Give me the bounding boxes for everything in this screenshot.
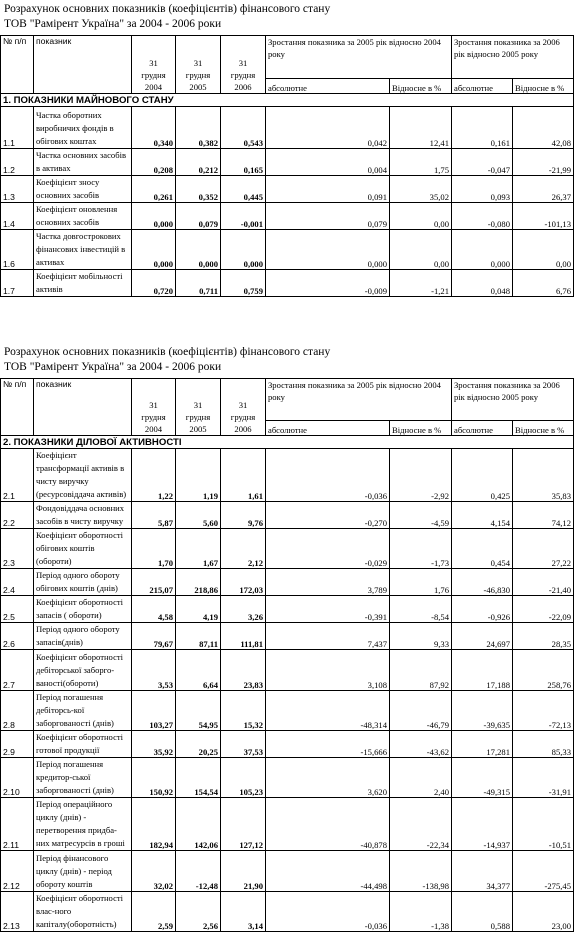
- table-row: [1, 798, 574, 851]
- table-row: [1, 650, 574, 691]
- col-header-absolute-1: абсолютне: [266, 421, 390, 436]
- abs-change-2006: 17,281: [452, 731, 513, 758]
- date-day: 31: [193, 58, 203, 68]
- abs-change-2005: -0,029: [266, 529, 390, 569]
- date-day: 31: [149, 400, 158, 410]
- date-day: 31: [149, 58, 158, 68]
- col-header-absolute-1: абсолютне: [266, 79, 390, 94]
- rel-change-2006: 85,33: [513, 731, 574, 758]
- row-number: 1.3: [1, 176, 34, 203]
- col-header-absolute-2: абсолютне: [452, 79, 513, 94]
- value-2006: 3,14: [221, 892, 266, 932]
- rel-change-2006: 74,12: [513, 502, 574, 529]
- row-number: 1.2: [1, 149, 34, 176]
- col-header-relative-2: Відносне в %: [513, 79, 574, 94]
- row-number: 2.9: [1, 731, 34, 758]
- indicator-name: Коефіцієнт оборотності запасів ( обороти): [34, 596, 132, 623]
- value-2005: 1,67: [176, 529, 221, 569]
- rel-change-2005: -43,62: [390, 731, 452, 758]
- date-year: 2004: [144, 82, 163, 92]
- value-2004: 3,53: [132, 650, 176, 691]
- rel-change-2006: 23,00: [513, 892, 574, 932]
- rel-change-2006: -72,13: [513, 691, 574, 731]
- value-2006: 21,90: [221, 851, 266, 892]
- rel-change-2005: -2,92: [390, 449, 452, 502]
- value-2004: 1,22: [132, 449, 176, 502]
- report-subtitle: ТОВ "Рамірент Україна" за 2004 - 2006 роки: [4, 361, 222, 373]
- abs-change-2006: 0,048: [452, 270, 513, 297]
- value-2005: 5,60: [176, 502, 221, 529]
- date-month: грудня: [185, 70, 211, 80]
- table-row: [1, 149, 574, 176]
- abs-change-2006: 0,454: [452, 529, 513, 569]
- rel-change-2005: -138,98: [390, 851, 452, 892]
- rel-change-2005: -46,79: [390, 691, 452, 731]
- rel-change-2006: 0,00: [513, 230, 574, 270]
- indicator-name: Коефіцієнт оборотності готової продукції: [34, 731, 132, 758]
- col-header-date-1: [132, 36, 176, 94]
- col-header-relative-2: Відносне в %: [513, 421, 574, 436]
- table-row: [1, 107, 574, 149]
- table-row: [1, 176, 574, 203]
- value-2006: -0,001: [221, 203, 266, 230]
- date-year: 2004: [144, 424, 163, 434]
- rel-change-2006: 26,37: [513, 176, 574, 203]
- value-2006: 0,759: [221, 270, 266, 297]
- rel-change-2005: 0,00: [390, 230, 452, 270]
- row-number: 1.6: [1, 230, 34, 270]
- abs-change-2006: 24,697: [452, 623, 513, 650]
- value-2004: 0,340: [132, 107, 176, 149]
- section-row: [1, 94, 574, 107]
- section-row: [1, 436, 574, 449]
- rel-change-2006: -275,45: [513, 851, 574, 892]
- row-number: 2.2: [1, 502, 34, 529]
- abs-change-2005: 0,091: [266, 176, 390, 203]
- col-header-date-2: [176, 36, 221, 94]
- row-number: 2.12: [1, 851, 34, 892]
- table-row: [1, 892, 574, 932]
- rel-change-2006: 6,76: [513, 270, 574, 297]
- abs-change-2005: 3,789: [266, 569, 390, 596]
- rel-change-2006: 28,35: [513, 623, 574, 650]
- table-row: [1, 851, 574, 892]
- col-header-date-3: [221, 36, 266, 94]
- indicator-name: Коефіцієнт мобільності активів: [34, 270, 132, 297]
- value-2004: 0,000: [132, 203, 176, 230]
- value-2005: 1,19: [176, 449, 221, 502]
- value-2006: 2,12: [221, 529, 266, 569]
- row-number: 2.5: [1, 596, 34, 623]
- rel-change-2005: -4,59: [390, 502, 452, 529]
- date-day: 31: [193, 400, 203, 410]
- report-title: Розрахунок основних показників (коефіцієнтів) фінансового стану: [4, 3, 331, 15]
- rel-change-2006: -21,40: [513, 569, 574, 596]
- rel-change-2006: -10,51: [513, 798, 574, 851]
- col-header-growth-2006: Зростання показника за 2006 рік відносно 2005 року: [452, 379, 574, 421]
- value-2005: 2,56: [176, 892, 221, 932]
- value-2006: 127,12: [221, 798, 266, 851]
- col-header-indicator: показник: [34, 379, 132, 436]
- rel-change-2005: 1,76: [390, 569, 452, 596]
- rel-change-2006: 42,08: [513, 107, 574, 149]
- section-title: 2. ПОКАЗНИКИ ДІЛОВОЇ АКТИВНОСТІ: [1, 436, 574, 449]
- indicator-name: Коефіцієнт оборотності обігових коштів (обороти): [34, 529, 132, 569]
- col-header-date-1: [132, 379, 176, 436]
- report-subtitle: ТОВ "Рамірент Україна" за 2004 - 2006 роки: [4, 18, 222, 30]
- abs-change-2005: -48,314: [266, 691, 390, 731]
- rel-change-2005: -1,73: [390, 529, 452, 569]
- value-2005: 87,11: [176, 623, 221, 650]
- value-2006: 0,543: [221, 107, 266, 149]
- table-row: [1, 691, 574, 731]
- report-title: Розрахунок основних показників (коефіцієнтів) фінансового стану: [4, 346, 331, 358]
- abs-change-2005: -0,036: [266, 892, 390, 932]
- abs-change-2005: -44,498: [266, 851, 390, 892]
- rel-change-2005: 87,92: [390, 650, 452, 691]
- abs-change-2005: -40,878: [266, 798, 390, 851]
- abs-change-2005: 3,620: [266, 758, 390, 798]
- rel-change-2006: 27,22: [513, 529, 574, 569]
- value-2005: 218,86: [176, 569, 221, 596]
- value-2005: 6,64: [176, 650, 221, 691]
- col-header-date-2: [176, 379, 221, 436]
- abs-change-2005: -0,270: [266, 502, 390, 529]
- abs-change-2006: -0,080: [452, 203, 513, 230]
- indicator-name: Частка довгострокових фінансових інвестицій в активах: [34, 230, 132, 270]
- value-2006: 3,26: [221, 596, 266, 623]
- date-year: 2005: [189, 82, 207, 92]
- table-row: [1, 449, 574, 502]
- rel-change-2005: -8,54: [390, 596, 452, 623]
- indicator-name: Період погашення кредитор-ської заборгованості (днів): [34, 758, 132, 798]
- indicator-name: Період погашення дебіторсь-кої заборгованості (днів): [34, 691, 132, 731]
- indicator-name: Частка основних засобів в активах: [34, 149, 132, 176]
- table-row: [1, 758, 574, 798]
- value-2004: 103,27: [132, 691, 176, 731]
- value-2006: 0,165: [221, 149, 266, 176]
- value-2004: 2,59: [132, 892, 176, 932]
- row-number: 2.1: [1, 449, 34, 502]
- rel-change-2006: 258,76: [513, 650, 574, 691]
- table-row: [1, 731, 574, 758]
- abs-change-2006: 0,093: [452, 176, 513, 203]
- table-row: [1, 502, 574, 529]
- date-year: 2006: [234, 424, 252, 434]
- value-2006: 105,23: [221, 758, 266, 798]
- value-2004: 182,94: [132, 798, 176, 851]
- date-day: 31: [238, 400, 248, 410]
- value-2004: 5,87: [132, 502, 176, 529]
- abs-change-2006: 34,377: [452, 851, 513, 892]
- abs-change-2006: 0,588: [452, 892, 513, 932]
- abs-change-2005: -0,009: [266, 270, 390, 297]
- abs-change-2006: -0,047: [452, 149, 513, 176]
- table-row: [1, 596, 574, 623]
- abs-change-2006: 4,154: [452, 502, 513, 529]
- value-2006: 9,76: [221, 502, 266, 529]
- value-2004: 4,58: [132, 596, 176, 623]
- date-month: грудня: [230, 70, 256, 80]
- date-month: грудня: [185, 412, 211, 422]
- value-2006: 172,03: [221, 569, 266, 596]
- value-2004: 32,02: [132, 851, 176, 892]
- indicator-name: Період одного обороту запасів(днів): [34, 623, 132, 650]
- row-number: 2.7: [1, 650, 34, 691]
- abs-change-2005: 0,042: [266, 107, 390, 149]
- rel-change-2005: 2,40: [390, 758, 452, 798]
- rel-change-2005: 1,75: [390, 149, 452, 176]
- row-number: 2.13: [1, 892, 34, 932]
- financial-ratios-table: [0, 35, 574, 297]
- indicator-name: Коефіцієнт трансформації активів в чисту виручку (ресурсовіддача активів): [34, 449, 132, 502]
- col-header-no: № п/п: [1, 36, 34, 94]
- value-2005: 154,54: [176, 758, 221, 798]
- col-header-growth-2006: Зростання показника за 2006 рік відносно 2005 року: [452, 36, 574, 79]
- abs-change-2006: 0,000: [452, 230, 513, 270]
- value-2005: 0,352: [176, 176, 221, 203]
- rel-change-2005: 35,02: [390, 176, 452, 203]
- abs-change-2006: -39,635: [452, 691, 513, 731]
- col-header-growth-2005: Зростання показника за 2005 рік відносно 2004 року: [266, 379, 452, 421]
- value-2005: 54,95: [176, 691, 221, 731]
- rel-change-2005: -1,21: [390, 270, 452, 297]
- rel-change-2005: -1,38: [390, 892, 452, 932]
- value-2005: 0,000: [176, 230, 221, 270]
- abs-change-2006: -0,926: [452, 596, 513, 623]
- value-2005: 0,212: [176, 149, 221, 176]
- indicator-name: Коефіцієнт оновлення основних засобів: [34, 203, 132, 230]
- rel-change-2005: -22,34: [390, 798, 452, 851]
- date-year: 2005: [189, 424, 207, 434]
- value-2005: 0,711: [176, 270, 221, 297]
- indicator-name: Фондовіддача основних засобів в чисту виручку: [34, 502, 132, 529]
- value-2004: 35,92: [132, 731, 176, 758]
- rel-change-2006: 35,83: [513, 449, 574, 502]
- rel-change-2006: -31,91: [513, 758, 574, 798]
- section-title: 1. ПОКАЗНИКИ МАЙНОВОГО СТАНУ: [1, 94, 574, 107]
- value-2006: 111,81: [221, 623, 266, 650]
- rel-change-2005: 9,33: [390, 623, 452, 650]
- value-2004: 215,07: [132, 569, 176, 596]
- value-2006: 1,61: [221, 449, 266, 502]
- value-2005: 0,382: [176, 107, 221, 149]
- rel-change-2006: -22,09: [513, 596, 574, 623]
- value-2006: 0,445: [221, 176, 266, 203]
- value-2005: -12,48: [176, 851, 221, 892]
- row-number: 2.8: [1, 691, 34, 731]
- value-2005: 142,06: [176, 798, 221, 851]
- value-2004: 1,70: [132, 529, 176, 569]
- indicator-name: Коефіцієнт зносу основних засобів: [34, 176, 132, 203]
- date-month: грудня: [141, 412, 166, 422]
- value-2004: 79,67: [132, 623, 176, 650]
- value-2004: 0,000: [132, 230, 176, 270]
- date-month: грудня: [230, 412, 256, 422]
- value-2004: 0,720: [132, 270, 176, 297]
- value-2004: 0,261: [132, 176, 176, 203]
- value-2005: 20,25: [176, 731, 221, 758]
- abs-change-2005: -15,666: [266, 731, 390, 758]
- indicator-name: Період фінансового циклу (днів) - період обороту коштів: [34, 851, 132, 892]
- value-2006: 15,32: [221, 691, 266, 731]
- date-month: грудня: [141, 70, 166, 80]
- header-row: [1, 379, 574, 421]
- indicator-name: Коефіцієнт оборотності дебіторської заборго-ваності(обороти): [34, 650, 132, 691]
- col-header-relative-1: Відносне в %: [390, 79, 452, 94]
- header-row: [1, 36, 574, 79]
- rel-change-2005: 0,00: [390, 203, 452, 230]
- value-2005: 0,079: [176, 203, 221, 230]
- col-header-date-3: [221, 379, 266, 436]
- rel-change-2006: -21,99: [513, 149, 574, 176]
- financial-ratios-table: [0, 378, 574, 932]
- rel-change-2005: 12,41: [390, 107, 452, 149]
- value-2004: 150,92: [132, 758, 176, 798]
- abs-change-2006: -49,315: [452, 758, 513, 798]
- value-2005: 4,19: [176, 596, 221, 623]
- table-row: [1, 529, 574, 569]
- table-row: [1, 203, 574, 230]
- row-number: 1.1: [1, 107, 34, 149]
- date-day: 31: [238, 58, 248, 68]
- col-header-indicator: показник: [34, 36, 132, 94]
- abs-change-2005: 0,000: [266, 230, 390, 270]
- abs-change-2005: -0,036: [266, 449, 390, 502]
- table-row: [1, 230, 574, 270]
- abs-change-2005: -0,391: [266, 596, 390, 623]
- indicator-name: Коефіцієнт оборотності влас-ного капіталу(оборотність): [34, 892, 132, 932]
- abs-change-2005: 3,108: [266, 650, 390, 691]
- indicator-name: Частка оборотних виробничих фондів в обігових коштах: [34, 107, 132, 149]
- date-year: 2006: [234, 82, 252, 92]
- abs-change-2006: 0,161: [452, 107, 513, 149]
- abs-change-2005: 0,004: [266, 149, 390, 176]
- abs-change-2006: -14,937: [452, 798, 513, 851]
- abs-change-2005: 0,079: [266, 203, 390, 230]
- table-row: [1, 270, 574, 297]
- abs-change-2005: 7,437: [266, 623, 390, 650]
- abs-change-2006: 0,425: [452, 449, 513, 502]
- row-number: 2.3: [1, 529, 34, 569]
- abs-change-2006: 17,188: [452, 650, 513, 691]
- row-number: 2.6: [1, 623, 34, 650]
- table-row: [1, 623, 574, 650]
- indicator-name: Період операційного циклу (днів) - перетворення придба-них матресурсів в гроші: [34, 798, 132, 851]
- rel-change-2006: -101,13: [513, 203, 574, 230]
- value-2006: 23,83: [221, 650, 266, 691]
- abs-change-2006: -46,830: [452, 569, 513, 596]
- value-2006: 0,000: [221, 230, 266, 270]
- row-number: 2.10: [1, 758, 34, 798]
- col-header-no: № п/п: [1, 379, 34, 436]
- row-number: 2.11: [1, 798, 34, 851]
- indicator-name: Період одного обороту обігових коштів (днів): [34, 569, 132, 596]
- table-row: [1, 569, 574, 596]
- col-header-growth-2005: Зростання показника за 2005 рік відносно 2004 року: [266, 36, 452, 79]
- row-number: 1.4: [1, 203, 34, 230]
- col-header-absolute-2: абсолютне: [452, 421, 513, 436]
- row-number: 2.4: [1, 569, 34, 596]
- row-number: 1.7: [1, 270, 34, 297]
- value-2004: 0,208: [132, 149, 176, 176]
- col-header-relative-1: Відносне в %: [390, 421, 452, 436]
- value-2006: 37,53: [221, 731, 266, 758]
